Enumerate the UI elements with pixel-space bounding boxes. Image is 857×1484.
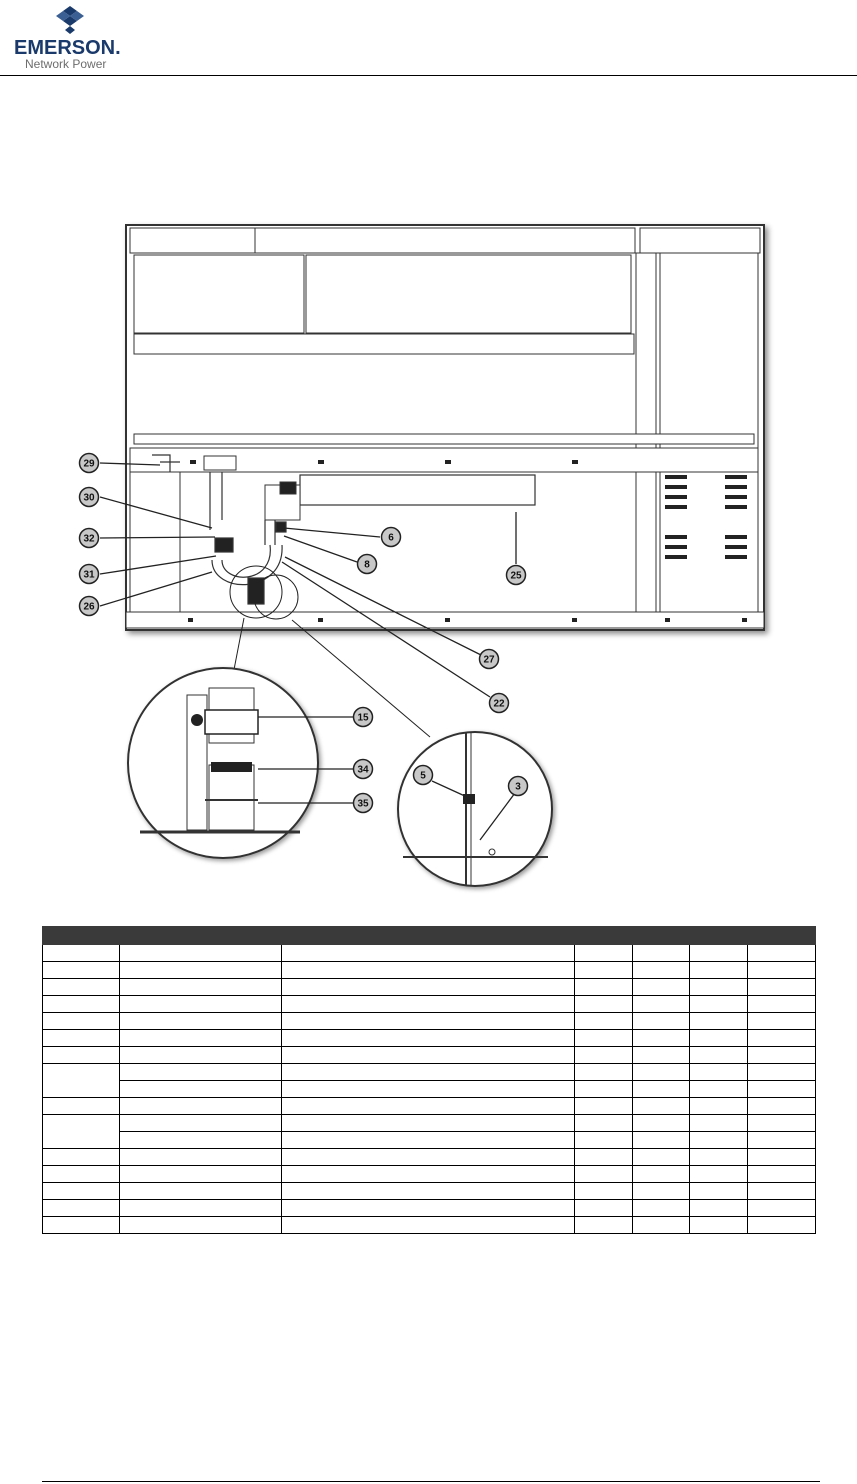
table-row bbox=[43, 1200, 816, 1217]
table-header-cell bbox=[748, 927, 816, 945]
table-header-cell bbox=[575, 927, 633, 945]
svg-text:8: 8 bbox=[364, 559, 370, 571]
callout-15 bbox=[354, 708, 373, 727]
table-row bbox=[43, 1183, 816, 1200]
table-header-cell bbox=[282, 927, 575, 945]
svg-text:15: 15 bbox=[357, 712, 369, 724]
table-header-cell bbox=[633, 927, 690, 945]
detail-view-valve bbox=[128, 668, 318, 858]
table-row bbox=[43, 996, 816, 1013]
svg-text:25: 25 bbox=[510, 570, 522, 582]
detail-view-sensor bbox=[398, 732, 552, 886]
svg-text:29: 29 bbox=[83, 458, 95, 470]
svg-text:34: 34 bbox=[357, 764, 369, 776]
svg-text:22: 22 bbox=[493, 698, 505, 710]
svg-text:32: 32 bbox=[83, 533, 95, 545]
table-row bbox=[43, 1217, 816, 1234]
page-header bbox=[0, 0, 857, 76]
footer-divider bbox=[42, 1481, 820, 1482]
table-header-cell bbox=[43, 927, 120, 945]
callout-27 bbox=[480, 650, 499, 669]
svg-text:35: 35 bbox=[357, 798, 369, 810]
callout-26 bbox=[80, 597, 99, 616]
brand-name: EMERSON. bbox=[14, 37, 121, 59]
table-row bbox=[43, 962, 816, 979]
table-row bbox=[43, 1013, 816, 1030]
table-row bbox=[43, 1047, 816, 1064]
svg-text:31: 31 bbox=[83, 569, 95, 581]
cabinet-frame bbox=[126, 225, 764, 630]
svg-text:30: 30 bbox=[83, 492, 95, 504]
callout-22 bbox=[490, 694, 509, 713]
table-header-cell bbox=[120, 927, 282, 945]
emerson-logo-mark-icon bbox=[56, 6, 84, 34]
callout-35 bbox=[354, 794, 373, 813]
table-row bbox=[43, 1030, 816, 1047]
svg-text:6: 6 bbox=[388, 532, 394, 544]
header-divider bbox=[0, 75, 857, 76]
parts-table bbox=[42, 926, 816, 1234]
callout-5 bbox=[414, 766, 433, 785]
callout-25 bbox=[507, 566, 526, 585]
table-row bbox=[43, 979, 816, 996]
table-row bbox=[43, 1115, 816, 1132]
callout-30 bbox=[80, 488, 99, 507]
callout-31 bbox=[80, 565, 99, 584]
table-row bbox=[43, 1149, 816, 1166]
callout-29 bbox=[80, 454, 99, 473]
table-row bbox=[43, 1064, 816, 1081]
svg-text:5: 5 bbox=[420, 770, 426, 782]
emerson-logo bbox=[14, 2, 154, 72]
svg-text:3: 3 bbox=[515, 781, 521, 793]
brand-subtitle: Network Power bbox=[25, 57, 107, 71]
callout-32 bbox=[80, 529, 99, 548]
svg-text:26: 26 bbox=[83, 601, 95, 613]
table-row bbox=[43, 945, 816, 962]
table-header-cell bbox=[690, 927, 748, 945]
svg-text:27: 27 bbox=[483, 654, 495, 666]
table-row bbox=[43, 1081, 816, 1098]
callout-8 bbox=[358, 555, 377, 574]
callout-6 bbox=[382, 528, 401, 547]
table-row bbox=[43, 1098, 816, 1115]
callout-3 bbox=[509, 777, 528, 796]
callout-34 bbox=[354, 760, 373, 779]
table-header-row bbox=[43, 927, 816, 945]
table-row bbox=[43, 1166, 816, 1183]
unit-diagram bbox=[0, 200, 857, 900]
table-row bbox=[43, 1132, 816, 1149]
